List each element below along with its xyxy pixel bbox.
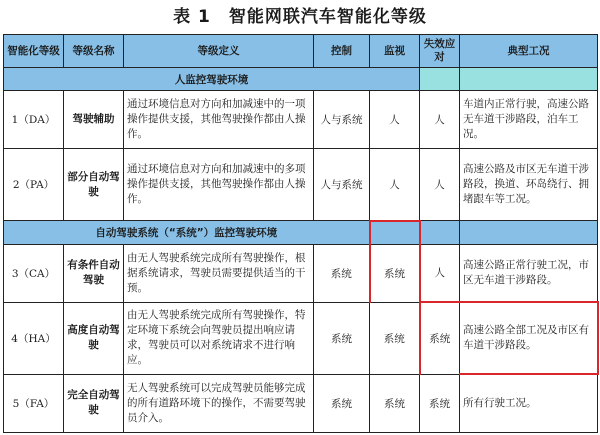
- header-row: [4, 35, 598, 68]
- header-typical: 典型工况: [460, 35, 598, 68]
- control-cell: 系统: [314, 374, 370, 432]
- name-cell: 部分自动驾驶: [64, 149, 124, 221]
- level-cell: 5（FA）: [4, 374, 64, 432]
- table-row: [4, 91, 598, 149]
- header-level: 智能化等级: [4, 35, 64, 68]
- monitor-cell: 人: [370, 149, 420, 221]
- control-cell: 人与系统: [314, 149, 370, 221]
- header-fallback: 失效应对: [420, 35, 460, 68]
- name-cell: 完全自动驾驶: [64, 374, 124, 432]
- typical-cell: 所有行驶工况。: [460, 374, 598, 432]
- section-system-typical-fill: [460, 221, 598, 245]
- section-system-fallback-fill: [420, 221, 460, 245]
- fallback-cell: 人: [420, 91, 460, 149]
- typical-cell: 高速公路正常行驶工况，市区无车道干涉路段。: [460, 244, 598, 302]
- monitor-cell: 系统: [370, 302, 420, 374]
- table-title: 表 1 智能网联汽车智能化等级: [173, 7, 427, 27]
- monitor-cell: 系统: [370, 374, 420, 432]
- typical-cell: 车道内正常行驶，高速公路无车道干涉路段，泊车工况。: [460, 91, 598, 149]
- section-row-human: [4, 68, 598, 91]
- control-cell: 系统: [314, 302, 370, 374]
- definition-cell: 通过环境信息对方向和加减速中的一项操作提供支援，其他驾驶操作都由人操作。: [124, 91, 314, 149]
- header-control: 控制: [314, 35, 370, 68]
- header-monitor: 监视: [370, 35, 420, 68]
- name-cell: 驾驶辅助: [64, 91, 124, 149]
- fallback-cell: 系统: [420, 302, 460, 374]
- section-row-system: [4, 221, 598, 245]
- section-human-fill-2: [460, 68, 598, 91]
- control-cell: 人与系统: [314, 91, 370, 149]
- header-definition: 等级定义: [124, 35, 314, 68]
- table-row: [4, 302, 598, 374]
- fallback-cell: 系统: [420, 374, 460, 432]
- typical-cell: 高速公路及市区无车道干涉路段，换道、环岛绕行、拥堵跟车等工况。: [460, 149, 598, 221]
- fallback-cell: 人: [420, 149, 460, 221]
- level-cell: 1（DA）: [4, 91, 64, 149]
- control-cell: 系统: [314, 244, 370, 302]
- level-cell: 2（PA）: [4, 149, 64, 221]
- definition-cell: 由无人驾驶系统完成所有驾驶操作，特定环境下系统会向驾驶员提出响应请求，驾驶员可以对系统请求不进行响应。: [124, 302, 314, 374]
- header-name: 等级名称: [64, 35, 124, 68]
- definition-cell: 由无人驾驶系统完成所有驾驶操作，根据系统请求，驾驶员需要提供适当的干预。: [124, 244, 314, 302]
- monitor-cell: 系统: [370, 244, 420, 302]
- definition-cell: 通过环境信息对方向和加减速中的多项操作提供支援，其他驾驶操作都由人操作。: [124, 149, 314, 221]
- section-system-monitor-fill: [370, 221, 420, 245]
- name-cell: 有条件自动驾驶: [64, 244, 124, 302]
- section-human-label: 人监控驾驶环境: [4, 68, 420, 91]
- definition-cell: 无人驾驶系统可以完成驾驶员能够完成的所有道路环境下的操作，不需要驾驶员介入。: [124, 374, 314, 432]
- typical-cell: 高速公路全部工况及市区有车道干涉路段。: [460, 302, 598, 374]
- name-cell: 高度自动驾驶: [64, 302, 124, 374]
- table-row: [4, 244, 598, 302]
- level-cell: 3（CA）: [4, 244, 64, 302]
- fallback-cell: 人: [420, 244, 460, 302]
- intelligence-level-table: [3, 34, 599, 433]
- section-system-label: 自动驾驶系统（“系统”）监控驾驶环境: [4, 221, 370, 245]
- table-row: [4, 374, 598, 432]
- monitor-cell: 人: [370, 91, 420, 149]
- level-cell: 4（HA）: [4, 302, 64, 374]
- table-row: [4, 149, 598, 221]
- section-human-fill-1: [420, 68, 460, 91]
